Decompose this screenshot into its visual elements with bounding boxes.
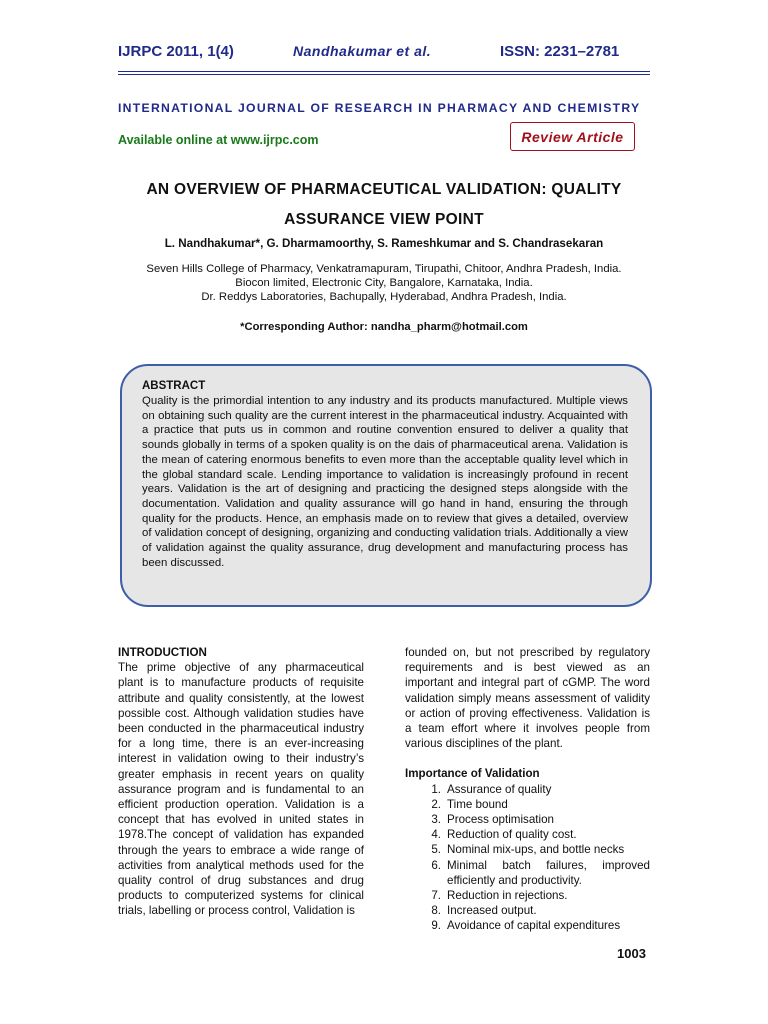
page-number: 1003	[617, 946, 646, 961]
abstract-text: Quality is the primordial intention to any industry and its products manufactured. Multiple views on obtaining such quality are the current interest in the pharmaceutical industry. Acquainted with a practice that puts us in common and routine convention ensured to deliver a quality that sounds globally in terms of a spoken quality is on the dais of pharmaceutical arena. Validation is the mean of catering enormous benefits to even more than the acceptable quality level which in the global standard scale. Lending importance to validation is increasingly profound in recent years. Validation is the art of designing and practicing the designed steps alongside with the documentation. Validation and quality assurance will go hand in hand, ensuring the through quality for the products. Hence, an emphasis made on to review that gives a detailed, overview of validation concept of designing, organizing and conducting validation trials. Additionally a view of validation against the quality assurance, drug development and manufacturing process has been discussed.	[142, 395, 628, 569]
list-text: Minimal batch failures, improved efficiently and productivity.	[447, 858, 650, 887]
list-item	[405, 782, 650, 797]
list-number: 6.	[431, 858, 441, 872]
list-text: Reduction of quality cost.	[447, 828, 577, 842]
affiliation-3: Dr. Reddys Laboratories, Bachupally, Hyderabad, Andhra Pradesh, India.	[201, 291, 567, 303]
article-type-badge: Review Article	[510, 122, 635, 151]
list-text: Time bound	[447, 797, 508, 811]
list-number: 4.	[431, 828, 441, 842]
header-rule-top	[118, 71, 650, 72]
list-item	[405, 797, 650, 812]
list-item	[405, 842, 650, 857]
abstract-box	[120, 364, 652, 607]
list-text: Increased output.	[447, 904, 537, 918]
issn: ISSN: 2231–2781	[500, 43, 620, 60]
list-item	[405, 827, 650, 842]
list-item	[405, 858, 650, 888]
list-text: Assurance of quality	[447, 782, 552, 796]
list-number: 5.	[431, 843, 441, 857]
affiliation-2: Biocon limited, Electronic City, Bangalore, Karnataka, India.	[235, 277, 533, 289]
journal-name: INTERNATIONAL JOURNAL OF RESEARCH IN PHARMACY AND CHEMISTRY	[118, 101, 641, 115]
list-number: 2.	[431, 797, 441, 811]
list-text: Avoidance of capital expenditures	[447, 919, 621, 933]
list-number: 1.	[431, 782, 441, 796]
left-column	[118, 645, 364, 919]
introduction-continued: founded on, but not prescribed by regulatory requirements and is best viewed as an important and integral part of cGMP. The word validation simply means assessment of validity or action of proving effectiveness. Validation is a team effort where it involves people from various disciplines of the plant.	[405, 646, 650, 751]
corresponding-author: *Corresponding Author: nandha_pharm@hotmail.com	[240, 321, 528, 333]
list-item	[405, 903, 650, 918]
introduction-heading: INTRODUCTION	[118, 646, 207, 659]
paper-title: AN OVERVIEW OF PHARMACEUTICAL VALIDATION: QUALITY ASSURANCE VIEW POINT	[146, 181, 622, 228]
right-column	[405, 645, 650, 934]
list-number: 8.	[431, 904, 441, 918]
list-text: Nominal mix-ups, and bottle necks	[447, 843, 625, 857]
list-number: 9.	[431, 919, 441, 933]
list-text: Process optimisation	[447, 813, 554, 827]
importance-list	[405, 782, 650, 934]
list-item	[405, 918, 650, 933]
abstract-heading: ABSTRACT	[142, 380, 206, 392]
header-rule-bottom	[118, 74, 650, 75]
author-list: L. Nandhakumar*, G. Dharmamoorthy, S. Rameshkumar and S. Chandrasekaran	[164, 237, 604, 250]
introduction-text: The prime objective of any pharmaceutical plant is to manufacture products of requisite attribute and quality consistently, at the lowest possible cost. Although validation studies have been conducted in the pharmaceutical industry for a long time, there is an ever-increasing interest in validation owing to their industry’s greater emphasis in recent years on quality assurance program and is fundamental to an efficient production operation. Validation is a concept that has evolved in united states in 1978.The concept of validation has expanded through the years to embrace a wide range of activities from analytical methods used for the quality control of drug substances and drug products to computerized systems for clinical trials, labelling or process control, Validation is	[118, 661, 364, 918]
list-text: Reduction in rejections.	[447, 889, 568, 903]
affiliation-1: Seven Hills College of Pharmacy, Venkatramapuram, Tirupathi, Chitoor, Andhra Pradesh, India.	[146, 263, 622, 275]
running-header	[0, 43, 768, 63]
importance-heading: Importance of Validation	[405, 767, 540, 781]
list-number: 7.	[431, 889, 441, 903]
running-author: Nandhakumar et al.	[293, 43, 432, 59]
list-item	[405, 812, 650, 827]
list-number: 3.	[431, 813, 441, 827]
list-item	[405, 888, 650, 903]
journal-citation: IJRPC 2011, 1(4)	[118, 43, 234, 60]
availability-line[interactable]: Available online at www.ijrpc.com	[118, 133, 319, 147]
